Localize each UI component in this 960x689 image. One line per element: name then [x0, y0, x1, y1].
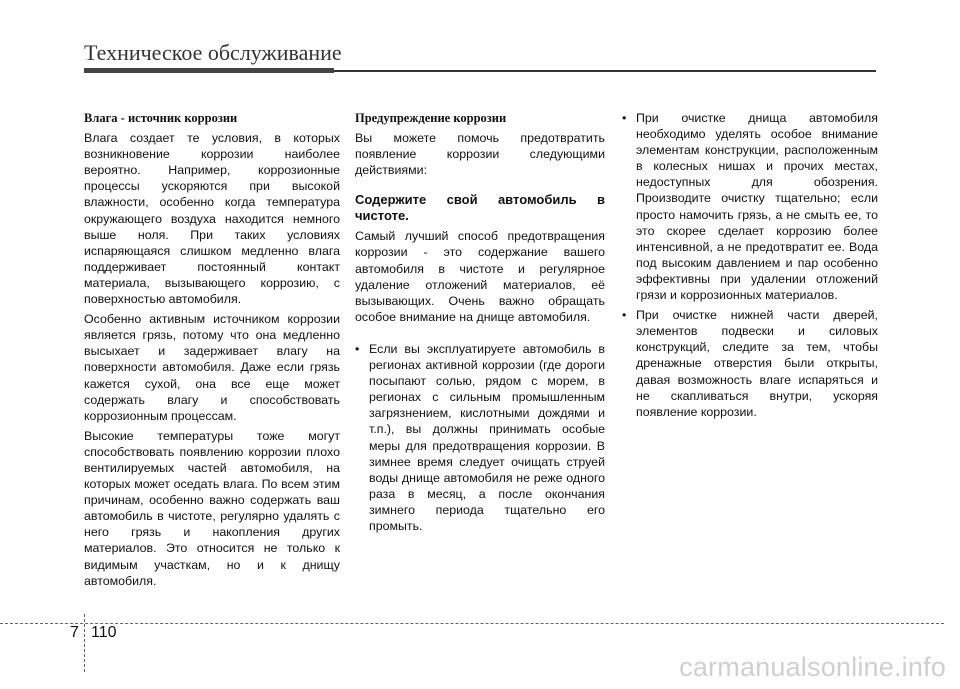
- page-number: 110: [91, 624, 117, 641]
- section-heading-prevention: Предупреждение коррозии: [355, 111, 507, 125]
- header-rule-thick: [84, 68, 334, 73]
- list-item: • Если вы эксплуатируете автомобиль в регионах активной коррозии (где дороги посыпают солью, рядом с морем, в регионах с сильным промышленным загрязнением, кислотными дождями и т.п.), вы должны принимать особые меры для предотвращения коррозии. В зимнее время следует очищать струей воды днище автомобиля не реже одного раза в месяц, а после окончания зимнего периода тщательно его промыть.: [355, 341, 605, 534]
- page-title: Техническое обслуживание: [84, 40, 342, 65]
- paragraph: Самый лучший способ предотвращения коррозии - это содержание вашего автомобиля в чистоте и регулярное удаление отложений материалов, её вызывающих. Очень важно обращать особое внимание на днище автомобиля.: [355, 229, 605, 324]
- section-heading-moisture: Влага - источник коррозии: [84, 111, 238, 125]
- paragraph: Влага создает те условия, в которых возникновение коррозии наиболее вероятно. Например, коррозионные процессы ускоряются при высокой влажности, особенно когда температура окружающего воздуха находится немного выше ноля. При таких условиях испаряющаяся слишком медленно влага поддерживает постоянный контакт материала, вызывающего коррозию, с поверхностью автомобиля.: [84, 131, 340, 307]
- footer-divider: [0, 623, 944, 624]
- watermark: carmanualsonline.info: [679, 652, 946, 682]
- column-left: [84, 110, 340, 593]
- paragraph: Особенно активным источником коррозии является грязь, потому что она медленно высыхает и задерживает влагу на поверхности автомобиля. Даже если грязь кажется сухой, она все еще может содержать влагу и способствовать коррозионным процессам.: [84, 312, 340, 423]
- list-item: • При очистке днища автомобиля необходимо уделять особое внимание элементам конструкции, расположенным в колесных нишах и прочих местах, недоступных для обозрения. Производите очистку тщательно; если просто намочить грязь, а не смыть ее, то это скорее сделает коррозию более интенсивной, а не предотвратит ее. Вода под высоким давлением и пар особенно эффективны при удалении отложений грязи и коррозионных материалов.: [622, 110, 878, 303]
- bullet-list: [622, 110, 878, 420]
- header-rule-thin: [334, 70, 876, 72]
- paragraph: Вы можете помочь предотвратить появление коррозии следующими действиями:: [355, 131, 605, 178]
- column-right: [622, 110, 878, 424]
- footer-vertical-divider: [84, 614, 85, 672]
- paragraph: Высокие температуры тоже могут способствовать появлению коррозии плохо вентилируемых частей автомобиля, на которых может оседать влага. По всем этим причинам, особенно важно содержать ваш автомобиль в чистоте, регулярно удалять с него грязь и накопления других материалов. Это относится не только к видимым участкам, но и к днищу автомобиля.: [84, 428, 340, 588]
- column-middle: [355, 110, 605, 538]
- chapter-number: 7: [70, 624, 79, 641]
- bullet-list: [355, 341, 605, 534]
- list-item: • При очистке нижней части дверей, элементов подвески и силовых конструкций, следите за тем, чтобы дренажные отверстия были открыты, давая возможность влаге испаряться и не скапливаться внутри, ускоряя появление коррозии.: [622, 307, 878, 420]
- subheading-keep-clean: Содержите свой автомобиль в чистоте.: [355, 192, 605, 224]
